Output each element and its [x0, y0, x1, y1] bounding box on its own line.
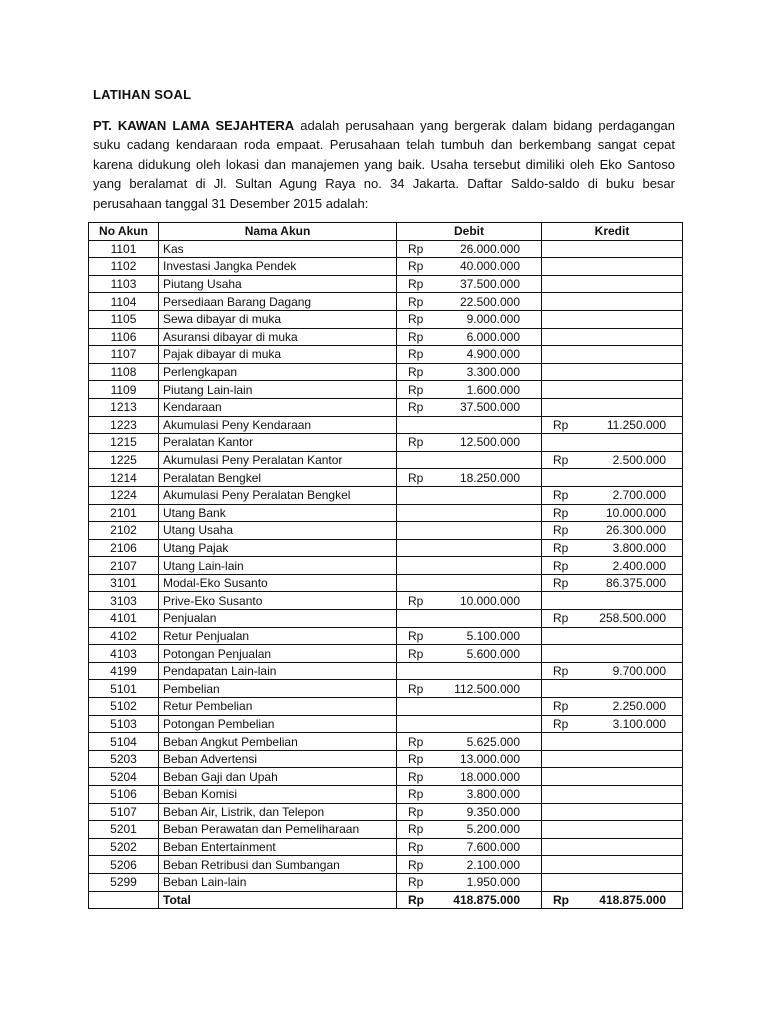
kredit-cell [542, 662, 683, 680]
debit-value: 6.000.000 [466, 329, 520, 344]
kredit-value: 258.500.000 [599, 611, 666, 626]
kredit-cell [542, 275, 683, 293]
debit-value: 9.000.000 [466, 312, 520, 327]
account-name-cell: Persediaan Barang Dagang [159, 293, 397, 311]
account-name-cell: Beban Angkut Pembelian [159, 733, 397, 751]
debit-value: 26.000.000 [459, 241, 520, 256]
table-row [89, 328, 683, 346]
currency-label: Rp [408, 822, 424, 837]
table-row [89, 258, 683, 276]
kredit-cell [542, 698, 683, 716]
currency-label: Rp [408, 857, 424, 872]
account-name-cell: Beban Lain-lain [159, 873, 397, 891]
table-row [89, 750, 683, 768]
account-number-cell: 4103 [89, 645, 159, 663]
account-number-cell: 1225 [89, 451, 159, 469]
currency-label: Rp [408, 259, 424, 274]
account-name-cell: Sewa dibayar di muka [159, 310, 397, 328]
account-number-cell: 5206 [89, 856, 159, 874]
debit-cell [397, 856, 542, 874]
account-name-cell: Prive-Eko Susanto [159, 592, 397, 610]
currency-label: Rp [408, 312, 424, 327]
account-name-cell: Piutang Lain-lain [159, 381, 397, 399]
table-row [89, 557, 683, 575]
table-row [89, 627, 683, 645]
debit-cell [397, 715, 542, 733]
account-name-cell: Akumulasi Peny Peralatan Kantor [159, 451, 397, 469]
table-row [89, 592, 683, 610]
debit-value: 4.900.000 [466, 347, 520, 362]
account-name-cell: Beban Advertensi [159, 750, 397, 768]
kredit-cell [542, 486, 683, 504]
kredit-cell [542, 451, 683, 469]
account-name-cell: Beban Komisi [159, 786, 397, 804]
account-number-cell: 5201 [89, 821, 159, 839]
account-number-cell: 1214 [89, 469, 159, 487]
kredit-value: 2.250.000 [612, 699, 666, 714]
account-name-cell: Utang Lain-lain [159, 557, 397, 575]
debit-cell [397, 610, 542, 628]
table-row [89, 381, 683, 399]
kredit-cell [542, 293, 683, 311]
currency-label: Rp [553, 576, 569, 591]
currency-label: Rp [408, 347, 424, 362]
account-number-cell: 1105 [89, 310, 159, 328]
account-number-cell: 5103 [89, 715, 159, 733]
kredit-cell [542, 750, 683, 768]
currency-label: Rp [408, 840, 424, 855]
account-number-cell: 4199 [89, 662, 159, 680]
table-row [89, 733, 683, 751]
account-number-cell: 1223 [89, 416, 159, 434]
kredit-value: 2.500.000 [612, 453, 666, 468]
account-number-cell: 1107 [89, 346, 159, 364]
kredit-cell [542, 715, 683, 733]
table-row [89, 838, 683, 856]
kredit-cell [542, 310, 683, 328]
debit-cell [397, 504, 542, 522]
currency-label: Rp [553, 664, 569, 679]
debit-value: 2.100.000 [466, 857, 520, 872]
kredit-cell [542, 733, 683, 751]
debit-value: 10.000.000 [459, 593, 520, 608]
debit-value: 1.600.000 [466, 382, 520, 397]
account-name-cell: Asuransi dibayar di muka [159, 328, 397, 346]
table-row [89, 504, 683, 522]
account-name-cell: Piutang Usaha [159, 275, 397, 293]
total-debit-value: 418.875.000 [453, 892, 520, 907]
debit-cell [397, 346, 542, 364]
currency-label: Rp [408, 382, 424, 397]
currency-label: Rp [408, 734, 424, 749]
intro-paragraph [93, 116, 675, 213]
account-name-cell: Kendaraan [159, 398, 397, 416]
debit-value: 9.350.000 [466, 804, 520, 819]
currency-label: Rp [553, 716, 569, 731]
currency-label: Rp [408, 646, 424, 661]
debit-value: 18.250.000 [459, 470, 520, 485]
debit-value: 3.800.000 [466, 787, 520, 802]
account-number-cell: 4102 [89, 627, 159, 645]
currency-label: Rp [408, 593, 424, 608]
debit-cell [397, 698, 542, 716]
kredit-cell [542, 821, 683, 839]
debit-cell [397, 469, 542, 487]
account-number-cell: 1104 [89, 293, 159, 311]
table-row [89, 310, 683, 328]
currency-label: Rp [408, 892, 424, 907]
debit-cell [397, 750, 542, 768]
debit-cell [397, 662, 542, 680]
table-row [89, 803, 683, 821]
currency-label: Rp [408, 294, 424, 309]
kredit-value: 86.375.000 [605, 576, 666, 591]
account-name-cell: Potongan Pembelian [159, 715, 397, 733]
debit-cell [397, 557, 542, 575]
company-name: PT. KAWAN LAMA SEJAHTERA [93, 118, 295, 133]
debit-cell [397, 398, 542, 416]
debit-value: 5.100.000 [466, 628, 520, 643]
debit-value: 37.500.000 [459, 400, 520, 415]
kredit-cell [542, 592, 683, 610]
account-number-cell: 1101 [89, 240, 159, 258]
account-name-cell: Beban Entertainment [159, 838, 397, 856]
debit-value: 13.000.000 [459, 752, 520, 767]
table-row [89, 293, 683, 311]
table-row [89, 416, 683, 434]
currency-label: Rp [553, 488, 569, 503]
table-row [89, 346, 683, 364]
account-number-cell: 5104 [89, 733, 159, 751]
account-name-cell: Pembelian [159, 680, 397, 698]
debit-cell [397, 873, 542, 891]
debit-cell [397, 803, 542, 821]
kredit-cell [542, 768, 683, 786]
debit-cell [397, 592, 542, 610]
account-name-cell: Penjualan [159, 610, 397, 628]
account-number-cell: 1108 [89, 363, 159, 381]
debit-cell [397, 381, 542, 399]
account-name-cell: Modal-Eko Susanto [159, 574, 397, 592]
total-kredit-value: 418.875.000 [599, 892, 666, 907]
debit-cell [397, 310, 542, 328]
table-row [89, 522, 683, 540]
kredit-cell [542, 434, 683, 452]
total-no-cell [89, 891, 159, 909]
kredit-value: 2.700.000 [612, 488, 666, 503]
kredit-cell [542, 398, 683, 416]
account-name-cell: Pajak dibayar di muka [159, 346, 397, 364]
currency-label: Rp [408, 365, 424, 380]
kredit-value: 3.800.000 [612, 540, 666, 555]
currency-label: Rp [408, 787, 424, 802]
account-number-cell: 5202 [89, 838, 159, 856]
debit-cell [397, 275, 542, 293]
debit-value: 5.200.000 [466, 822, 520, 837]
currency-label: Rp [553, 699, 569, 714]
debit-value: 5.600.000 [466, 646, 520, 661]
debit-cell [397, 627, 542, 645]
total-debit-cell [397, 891, 542, 909]
kredit-cell [542, 240, 683, 258]
kredit-cell [542, 645, 683, 663]
currency-label: Rp [408, 470, 424, 485]
account-number-cell: 5299 [89, 873, 159, 891]
table-row [89, 856, 683, 874]
account-number-cell: 1213 [89, 398, 159, 416]
kredit-value: 11.250.000 [606, 417, 666, 432]
currency-label: Rp [553, 453, 569, 468]
kredit-cell [542, 873, 683, 891]
kredit-cell [542, 680, 683, 698]
currency-label: Rp [408, 769, 424, 784]
table-row [89, 363, 683, 381]
account-name-cell: Akumulasi Peny Kendaraan [159, 416, 397, 434]
account-number-cell: 3103 [89, 592, 159, 610]
account-name-cell: Beban Perawatan dan Pemeliharaan [159, 821, 397, 839]
account-name-cell: Pendapatan Lain-lain [159, 662, 397, 680]
total-row [89, 891, 683, 909]
trial-balance-table [88, 222, 683, 909]
debit-cell [397, 838, 542, 856]
table-row [89, 645, 683, 663]
debit-cell [397, 293, 542, 311]
debit-cell [397, 240, 542, 258]
account-name-cell: Utang Usaha [159, 522, 397, 540]
account-name-cell: Akumulasi Peny Peralatan Bengkel [159, 486, 397, 504]
table-row [89, 873, 683, 891]
table-row [89, 574, 683, 592]
account-number-cell: 5102 [89, 698, 159, 716]
kredit-cell [542, 363, 683, 381]
table-row [89, 469, 683, 487]
kredit-cell [542, 574, 683, 592]
currency-label: Rp [553, 540, 569, 555]
currency-label: Rp [408, 277, 424, 292]
account-name-cell: Beban Air, Listrik, dan Telepon [159, 803, 397, 821]
debit-cell [397, 434, 542, 452]
table-row [89, 680, 683, 698]
kredit-cell [542, 346, 683, 364]
account-number-cell: 5106 [89, 786, 159, 804]
currency-label: Rp [408, 752, 424, 767]
kredit-cell [542, 627, 683, 645]
header-no-akun: No Akun [89, 223, 159, 241]
debit-value: 12.500.000 [459, 435, 520, 450]
currency-label: Rp [408, 435, 424, 450]
debit-value: 112.500.000 [454, 681, 520, 696]
account-number-cell: 4101 [89, 610, 159, 628]
table-row [89, 821, 683, 839]
intro-text: adalah perusahaan yang bergerak dalam bidang perdagangan suku cadang kendaraan roda empaat. Perusahaan telah tumbuh dan berkembang sangat cepat karena didukung oleh lokasi dan manajemen yang baik. Usaha tersebut dimiliki oleh Eko Santoso yang beralamat di Jl. Sultan Agung Raya no. 34 Jakarta. Daftar Saldo-saldo di buku besar perusahaan tanggal 31 Desember 2015 adalah: [93, 118, 676, 211]
debit-cell [397, 768, 542, 786]
account-number-cell: 2102 [89, 522, 159, 540]
currency-label: Rp [408, 628, 424, 643]
account-number-cell: 2107 [89, 557, 159, 575]
header-nama-akun: Nama Akun [159, 223, 397, 241]
debit-cell [397, 486, 542, 504]
kredit-cell [542, 838, 683, 856]
table-row [89, 768, 683, 786]
table-row [89, 698, 683, 716]
total-kredit-cell [542, 891, 683, 909]
currency-label: Rp [553, 523, 569, 538]
debit-value: 37.500.000 [459, 277, 520, 292]
kredit-cell [542, 856, 683, 874]
account-name-cell: Potongan Penjualan [159, 645, 397, 663]
currency-label: Rp [408, 681, 424, 696]
account-number-cell: 3101 [89, 574, 159, 592]
kredit-cell [542, 258, 683, 276]
kredit-cell [542, 522, 683, 540]
account-number-cell: 2106 [89, 539, 159, 557]
account-number-cell: 5101 [89, 680, 159, 698]
account-number-cell: 1224 [89, 486, 159, 504]
currency-label: Rp [553, 417, 569, 432]
table-body [89, 240, 683, 891]
currency-label: Rp [553, 892, 569, 907]
account-number-cell: 1109 [89, 381, 159, 399]
kredit-value: 26.300.000 [605, 523, 666, 538]
debit-value: 40.000.000 [459, 259, 520, 274]
account-number-cell: 5107 [89, 803, 159, 821]
kredit-value: 3.100.000 [612, 716, 666, 731]
table-row [89, 786, 683, 804]
account-name-cell: Kas [159, 240, 397, 258]
account-number-cell: 1103 [89, 275, 159, 293]
currency-label: Rp [408, 241, 424, 256]
currency-label: Rp [408, 400, 424, 415]
table-row [89, 715, 683, 733]
table-row [89, 434, 683, 452]
debit-cell [397, 522, 542, 540]
account-name-cell: Peralatan Bengkel [159, 469, 397, 487]
account-name-cell: Retur Penjualan [159, 627, 397, 645]
currency-label: Rp [553, 505, 569, 520]
kredit-cell [542, 416, 683, 434]
table-row [89, 240, 683, 258]
account-name-cell: Beban Retribusi dan Sumbangan [159, 856, 397, 874]
account-name-cell: Perlengkapan [159, 363, 397, 381]
debit-value: 7.600.000 [466, 840, 520, 855]
table-row [89, 451, 683, 469]
currency-label: Rp [408, 804, 424, 819]
kredit-cell [542, 610, 683, 628]
account-name-cell: Beban Gaji dan Upah [159, 768, 397, 786]
account-number-cell: 2101 [89, 504, 159, 522]
table-row [89, 539, 683, 557]
total-label: Total [159, 891, 397, 909]
debit-cell [397, 258, 542, 276]
table-row [89, 398, 683, 416]
debit-value: 1.950.000 [466, 875, 520, 890]
account-number-cell: 1215 [89, 434, 159, 452]
kredit-value: 2.400.000 [612, 558, 666, 573]
debit-cell [397, 328, 542, 346]
kredit-cell [542, 557, 683, 575]
currency-label: Rp [408, 875, 424, 890]
currency-label: Rp [408, 329, 424, 344]
debit-cell [397, 451, 542, 469]
debit-cell [397, 574, 542, 592]
account-number-cell: 1106 [89, 328, 159, 346]
debit-value: 3.300.000 [466, 365, 520, 380]
table-row [89, 275, 683, 293]
account-number-cell: 1102 [89, 258, 159, 276]
debit-cell [397, 680, 542, 698]
kredit-cell [542, 381, 683, 399]
debit-cell [397, 786, 542, 804]
table-row [89, 486, 683, 504]
debit-value: 5.625.000 [466, 734, 520, 749]
kredit-cell [542, 328, 683, 346]
debit-value: 22.500.000 [459, 294, 520, 309]
account-number-cell: 5203 [89, 750, 159, 768]
debit-cell [397, 416, 542, 434]
account-name-cell: Retur Pembelian [159, 698, 397, 716]
currency-label: Rp [553, 611, 569, 626]
document-page [93, 86, 675, 213]
kredit-value: 10.000.000 [605, 505, 666, 520]
kredit-cell [542, 469, 683, 487]
account-name-cell: Utang Pajak [159, 539, 397, 557]
kredit-cell [542, 504, 683, 522]
kredit-value: 9.700.000 [612, 664, 666, 679]
kredit-cell [542, 539, 683, 557]
header-debit: Debit [397, 223, 542, 241]
table-header-row [89, 223, 683, 241]
table-row [89, 662, 683, 680]
kredit-cell [542, 803, 683, 821]
debit-cell [397, 363, 542, 381]
debit-cell [397, 645, 542, 663]
debit-cell [397, 539, 542, 557]
account-name-cell: Utang Bank [159, 504, 397, 522]
kredit-cell [542, 786, 683, 804]
account-name-cell: Investasi Jangka Pendek [159, 258, 397, 276]
currency-label: Rp [553, 558, 569, 573]
header-kredit: Kredit [542, 223, 683, 241]
table-row [89, 610, 683, 628]
document-heading: LATIHAN SOAL [93, 87, 192, 102]
account-number-cell: 5204 [89, 768, 159, 786]
debit-value: 18.000.000 [459, 769, 520, 784]
debit-cell [397, 733, 542, 751]
debit-cell [397, 821, 542, 839]
account-name-cell: Peralatan Kantor [159, 434, 397, 452]
